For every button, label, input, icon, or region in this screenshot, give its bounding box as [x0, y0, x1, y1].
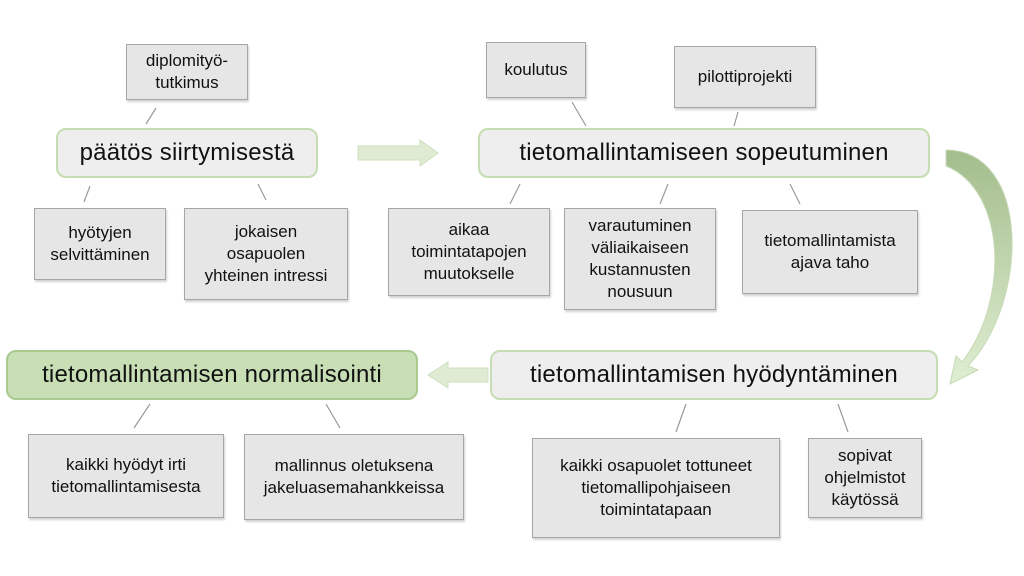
stage-title: päätös siirtymisestä: [79, 139, 295, 166]
note-line: tietomallipohjaiseen: [581, 478, 731, 497]
note-line: toimintatapojen: [411, 242, 527, 261]
note-cost-increase: [564, 208, 716, 310]
connector-line: [84, 186, 90, 202]
note-line: varautuminen: [588, 216, 692, 235]
note-line: tietomallintamisesta: [51, 477, 201, 496]
note-parties-accustomed: [532, 438, 780, 538]
connector-line: [572, 102, 586, 126]
stage-decision: [56, 128, 318, 178]
note-line: pilottiprojekti: [697, 67, 793, 86]
connector-line: [660, 184, 668, 204]
note-training: [486, 42, 586, 98]
note-line: aikaa: [448, 220, 490, 239]
connector-line: [134, 404, 150, 428]
note-line: hyötyjen: [68, 223, 132, 242]
note-line: tutkimus: [155, 73, 219, 92]
note-line: osapuolen: [226, 244, 306, 263]
arrow-right: [358, 140, 438, 166]
connector-line: [326, 404, 340, 428]
note-line: kaikki hyödyt irti: [66, 455, 186, 474]
note-line: jakeluasemahankkeissa: [263, 478, 445, 497]
note-line: koulutus: [504, 60, 568, 79]
connector-line: [838, 404, 848, 432]
note-line: sopivat: [838, 446, 892, 465]
note-line: tietomallintamista: [764, 231, 896, 250]
note-line: selvittäminen: [50, 245, 150, 264]
arrow-curved: [946, 150, 1012, 384]
note-pilot-project: [674, 46, 816, 108]
connector-line: [146, 108, 156, 124]
note-line: kaikki osapuolet tottuneet: [560, 456, 752, 475]
note-modeling-default: [244, 434, 464, 520]
note-benefit-analysis: [34, 208, 166, 280]
stage-utilization: [490, 350, 938, 400]
connector-line: [734, 112, 738, 126]
stage-adaptation: [478, 128, 930, 178]
note-all-benefits: [28, 434, 224, 518]
note-thesis-research: [126, 44, 248, 100]
connector-line: [676, 404, 686, 432]
stage-normalization: [6, 350, 418, 400]
note-line: väliaikaiseen: [591, 238, 689, 257]
note-line: nousuun: [607, 282, 673, 301]
arrow-left: [428, 362, 488, 388]
note-line: jokaisen: [234, 222, 298, 241]
note-line: käytössä: [831, 490, 899, 509]
note-line: ohjelmistot: [824, 468, 906, 487]
stage-title: tietomallintamiseen sopeutuminen: [519, 139, 889, 166]
note-line: yhteinen intressi: [204, 266, 328, 285]
note-line: kustannusten: [589, 260, 691, 279]
connector-line: [790, 184, 800, 204]
note-software-in-use: [808, 438, 922, 518]
note-line: ajava taho: [790, 253, 870, 272]
note-line: mallinnus oletuksena: [274, 456, 434, 475]
note-line: diplomityö-: [145, 51, 229, 70]
connector-line: [258, 184, 266, 200]
stage-title: tietomallintamisen hyödyntäminen: [530, 361, 898, 388]
connector-line: [510, 184, 520, 204]
note-driving-party: [742, 210, 918, 294]
note-common-interest: [184, 208, 348, 300]
note-line: toimintatapaan: [600, 500, 712, 519]
note-line: muutokselle: [423, 264, 515, 283]
stage-title: tietomallintamisen normalisointi: [42, 361, 382, 388]
note-time-for-change: [388, 208, 550, 296]
